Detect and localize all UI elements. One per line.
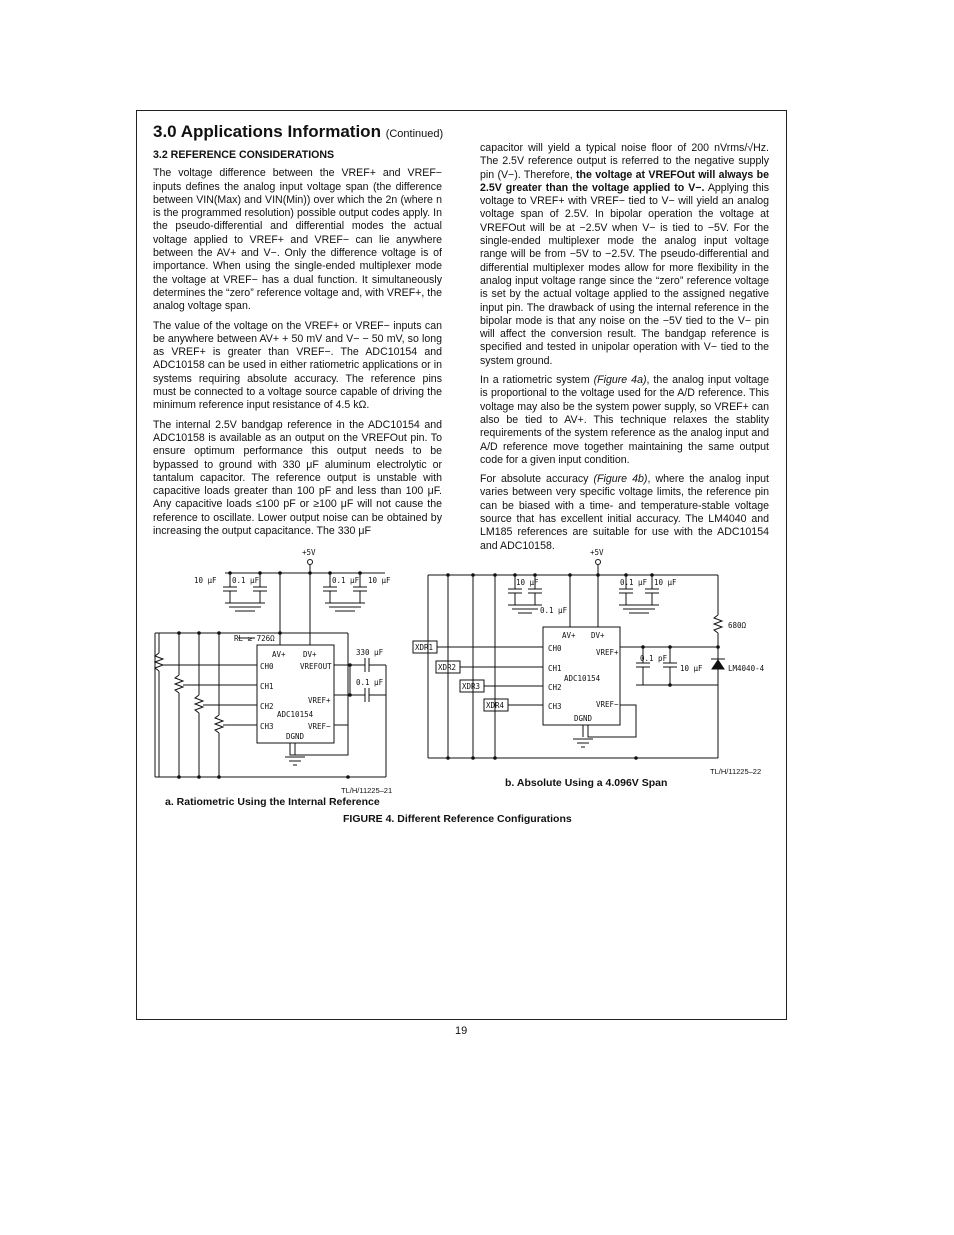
right-column [480,142,769,559]
svg-text:DV+: DV+ [303,650,317,659]
svg-text:0.1 μF: 0.1 μF [620,578,648,587]
svg-text:10 μF: 10 μF [680,664,703,673]
svg-text:VREF+: VREF+ [596,648,619,657]
supply-label: +5V [590,548,604,557]
svg-text:VREF+: VREF+ [308,696,331,705]
svg-text:10 μF: 10 μF [516,578,539,587]
svg-text:CH2: CH2 [548,683,562,692]
svg-text:AV+: AV+ [272,650,286,659]
paragraph: The voltage difference between the VREF+ and VREF− inputs defines the analog input voltage span (the difference between VIN(Max) and VIN(Min)) over which the 2n (where n is the programmed resolution) possible output codes apply. In the pseudo-differential and differential modes the actual voltage applied to VREF+ and VREF− can lie anywhere between the AV+ and V−. Only the difference voltage is of importance. When using the single-ended multiplexer mode the voltage at VREF− has a dual function. It simultaneously determines the “zero” reference voltage and, with VREF+, the analog voltage span. [153,167,442,313]
figure-code: TL/H/11225–21 [341,786,393,795]
section-heading: 3.0 Applications Information (Continued) [153,122,444,141]
svg-text:LM4040-4: LM4040-4 [728,664,765,673]
left-column [153,149,442,544]
svg-text:CH0: CH0 [260,662,274,671]
svg-text:DV+: DV+ [591,631,605,640]
figure-caption: FIGURE 4. Different Reference Configurations [343,813,572,825]
figure-link[interactable]: (Figure 4a) [593,374,647,387]
figure-4a-caption: a. Ratiometric Using the Internal Reference [165,796,380,808]
svg-text:0.1 μF: 0.1 μF [332,576,360,585]
svg-text:XDR1: XDR1 [415,643,434,652]
svg-text:CH2: CH2 [260,702,274,711]
paragraph: In a ratiometric system (Figure 4a), the analog input voltage is proportional to the voltage used for the A/D reference. This voltage may also be the system power supply, so VREF+ can also be tied to AV+. This technique relaxes the stablity requirements of the system reference as the analog input and A/D reference move together maintaining the same output code for a given input condition. [480,374,770,466]
supply-label: +5V [302,548,316,557]
svg-text:VREF−: VREF− [308,722,331,731]
svg-text:330 μF: 330 μF [356,648,384,657]
svg-text:AV+: AV+ [562,631,576,640]
svg-text:VREF−: VREF− [596,700,619,709]
subheading: 3.2 REFERENCE CONSIDERATIONS [153,149,335,161]
paragraph: The value of the voltage on the VREF+ or VREF− inputs can be anywhere between AV+ + 50 mV and V− − 50 mV, so long as VREF+ is greater than VREF−. The ADC10154 and ADC10158 can be used in either ratiometric applications or in systems requiring absolute accuracy. The reference pins must be connected to a voltage source capable of driving the minimum reference input resistance of 4.5 kΩ. [153,319,442,412]
svg-text:10 μF: 10 μF [368,576,391,585]
svg-text:CH3: CH3 [260,722,274,731]
paragraph: For absolute accuracy (Figure 4b), where the analog input varies between very specific voltage limits, the reference pin can be biased with a time- and temperature-stable voltage source that has excellent initial accuracy. The LM4040 and LM185 references are suitable for use with the ADC10154 and ADC10158. [480,473,769,552]
paragraph: capacitor will yield a typical noise floor of 200 nVrms/√Hz. The 2.5V reference output is referred to the negative supply pin (V−). Therefore, the voltage at VREFOut will always be 2.5V greater than the voltage applied to V−. Applying this voltage to VREF+ with VREF− tied to V− will yield an analog voltage span of 2.5V. In bipolar operation the voltage at VREFOut will be at −2.5V when V− is tied to −5V. For the single-ended multiplexer mode the analog input voltage range will be from −5V to −2.5V. The pseudo-differential and differential multiplexer modes allow for more flexibility in the analog input voltage range since the “zero” reference voltage is set by the actual voltage applied to the assigned negative input pin. The drawback of using the internal reference in the bipolar mode is that any noise on the −5V tied to the V− pin will affect the conversion result. The bandgap reference is specified and tested in unipolar operation with V− tied to the system ground. [480,142,770,367]
svg-text:CH1: CH1 [260,682,274,691]
svg-text:RL ≥ 726Ω: RL ≥ 726Ω [234,634,275,643]
svg-text:10 μF: 10 μF [654,578,677,587]
svg-text:0.1 pF: 0.1 pF [640,654,668,663]
svg-text:0.1 μF: 0.1 μF [232,576,260,585]
svg-text:XDR3: XDR3 [462,682,481,691]
figure-4b-caption: b. Absolute Using a 4.096V Span [505,777,668,789]
svg-text:DGND: DGND [286,732,305,741]
svg-text:0.1 μF: 0.1 μF [540,606,568,615]
svg-text:680Ω: 680Ω [728,621,747,630]
paragraph: The internal 2.5V bandgap reference in the ADC10154 and ADC10158 is available as an output on the VREFOut pin. To ensure optimum performance this output needs to be bypassed to ground with 330 μF aluminum electrolytic or tantalum capacitor. The reference output is unstable with capacitive loads greater than 100 pF and less than 100 μF. Any capacitive loads ≤100 pF or ≥100 μF will not cause the reference to oscillate. Lower output noise can be obtained by increasing the output capacitance. The 330 μF [153,418,442,538]
svg-text:DGND: DGND [574,714,593,723]
svg-text:CH0: CH0 [548,644,562,653]
svg-text:10 μF: 10 μF [194,576,217,585]
figure-code: TL/H/11225–22 [710,767,762,776]
svg-text:CH1: CH1 [548,664,562,673]
figure-4a-schematic [150,545,410,790]
svg-text:VREFOUT: VREFOUT [300,662,332,671]
svg-text:XDR2: XDR2 [438,663,457,672]
svg-text:CH3: CH3 [548,702,562,711]
svg-text:ADC10154: ADC10154 [277,710,314,719]
svg-text:XDR4: XDR4 [486,701,505,710]
figure-4b-schematic [408,545,783,775]
page-number: 19 [455,1025,468,1037]
svg-text:0.1 μF: 0.1 μF [356,678,384,687]
figure-link[interactable]: (Figure 4b) [593,473,648,486]
svg-text:ADC10154: ADC10154 [564,674,601,683]
